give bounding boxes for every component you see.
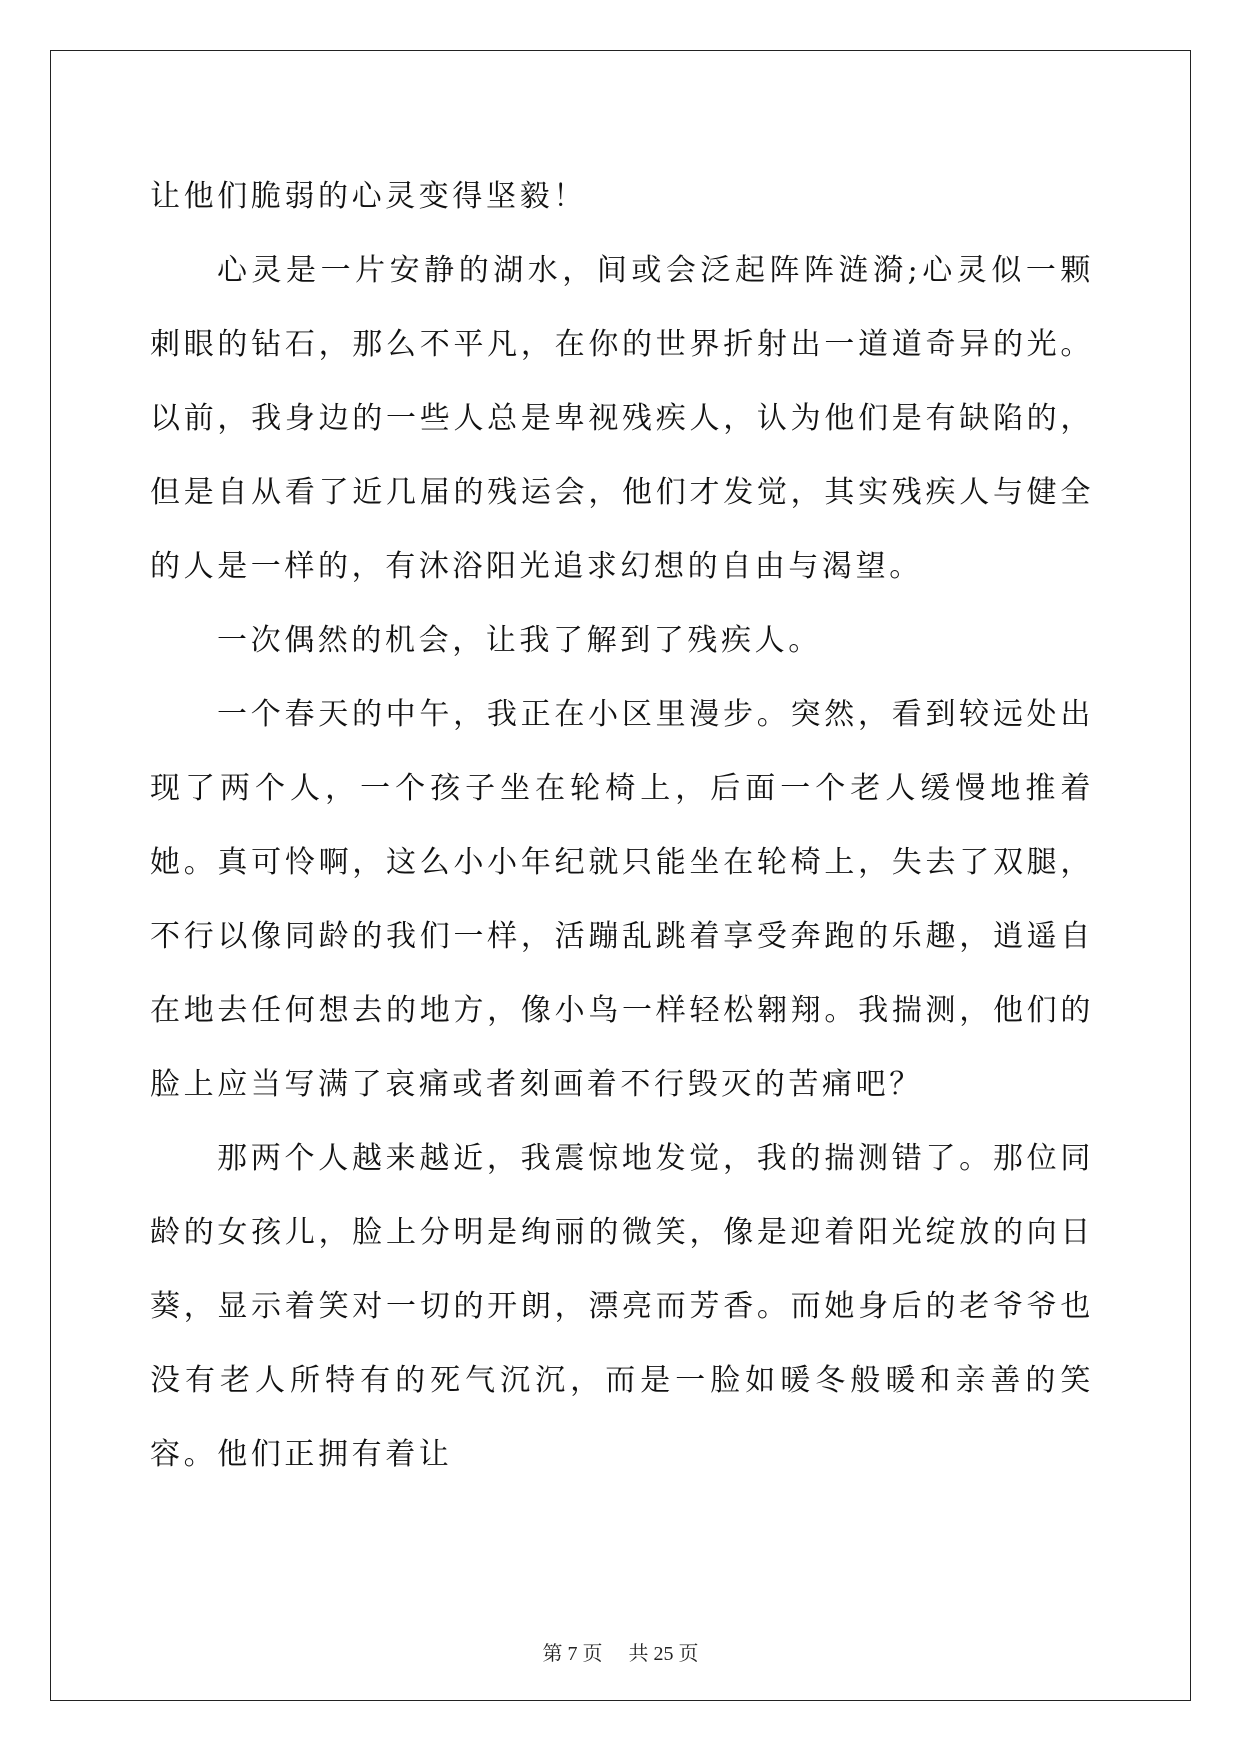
paragraph-1: 让他们脆弱的心灵变得坚毅！ (150, 179, 587, 214)
page-number: 第 7 页 (542, 1643, 603, 1665)
page-footer (0, 1637, 1241, 1666)
paragraph-5: 那两个人越来越近，我震惊地发觉，我的揣测错了。那位同龄的女孩儿，脸上分明是绚丽的微笑，像是迎着阳光绽放的向日葵，显示着笑对一切的开朗，漂亮而芳香。而她身后的老爷爷也没有老人所特有的死气沉沉，而是一脸如暖冬般暖和亲善的笑容。他们正拥有着让 (150, 1141, 1094, 1472)
document-body (150, 160, 1094, 1492)
paragraph-3: 一次偶然的机会，让我了解到了残疾人。 (217, 623, 822, 658)
paragraph-2: 心灵是一片安静的湖水，间或会泛起阵阵涟漪;心灵似一颗刺眼的钻石，那么不平凡，在你的世界折射出一道道奇异的光。以前，我身边的一些人总是卑视残疾人，认为他们是有缺陷的，但是自从看了近几届的残运会，他们才发觉，其实残疾人与健全的人是一样的，有沐浴阳光追求幻想的自由与渴望。 (150, 253, 1094, 584)
page-total: 共 25 页 (628, 1643, 699, 1665)
paragraph-4: 一个春天的中午，我正在小区里漫步。突然，看到较远处出现了两个人，一个孩子坐在轮椅上，后面一个老人缓慢地推着她。真可怜啊，这么小小年纪就只能坐在轮椅上，失去了双腿，不行以像同龄的我们一样，活蹦乱跳着享受奔跑的乐趣，逍遥自在地去任何想去的地方，像小鸟一样轻松翱翔。我揣测，他们的脸上应当写满了哀痛或者刻画着不行毁灭的苦痛吧？ (150, 697, 1094, 1102)
